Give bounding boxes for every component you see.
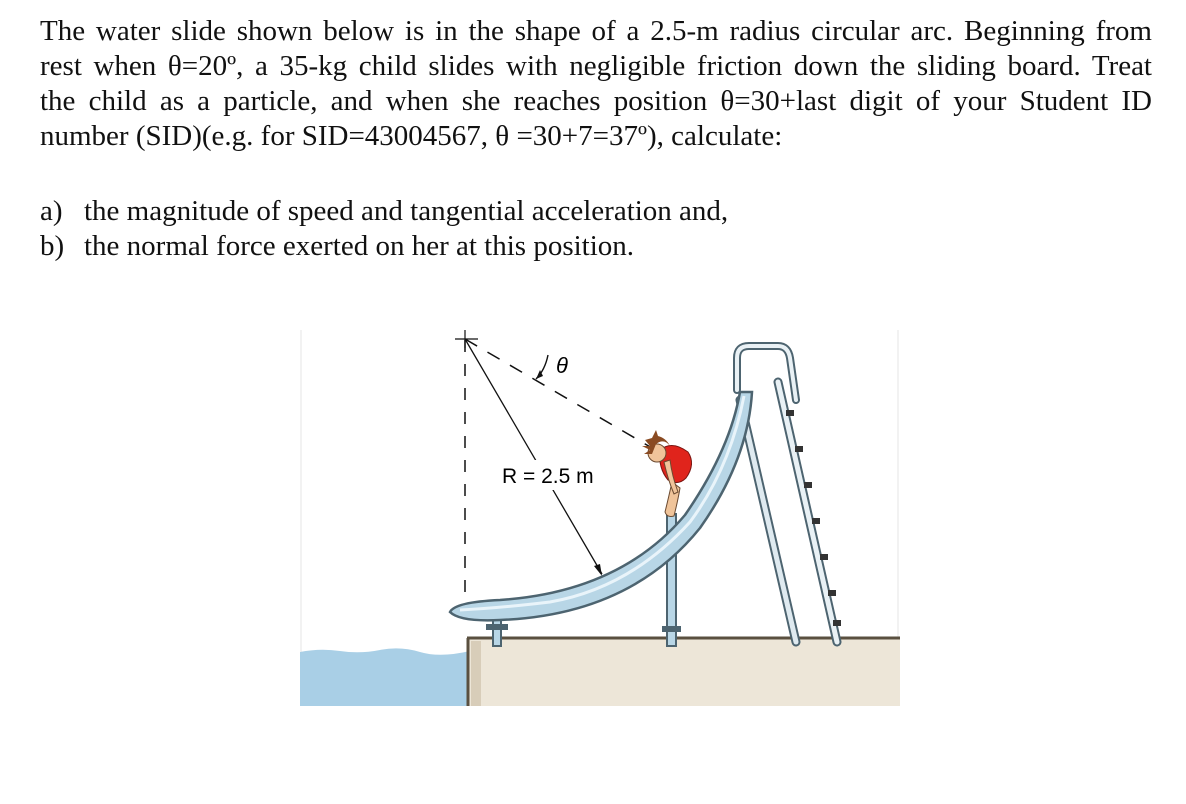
slide-support-front-clamp bbox=[486, 624, 508, 630]
part-a-text: the magnitude of speed and tangential acceleration and, bbox=[84, 195, 729, 227]
theta-label: θ bbox=[556, 353, 568, 378]
part-b-label: b) bbox=[40, 230, 65, 262]
water-slide-figure bbox=[300, 330, 900, 706]
pool-deck bbox=[467, 638, 900, 706]
problem-line-1: The water slide shown below is in the shape of a 2.5-m radius circular arc. Beginning from bbox=[40, 15, 1152, 47]
deck-shadow bbox=[471, 641, 481, 706]
problem-line-2: rest when θ=20º, a 35-kg child slides with negligible friction down the sliding board. Treat bbox=[40, 50, 1152, 82]
water-slide-diagram bbox=[300, 330, 900, 706]
radius-label: R = 2.5 m bbox=[502, 465, 594, 488]
question-parts bbox=[40, 194, 728, 264]
pool-water bbox=[300, 648, 470, 706]
part-b-text: the normal force exerted on her at this position. bbox=[84, 230, 635, 262]
problem-line-4: number (SID)(e.g. for SID=43004567, θ =30+7=37º), calculate: bbox=[40, 120, 783, 152]
slide-support-middle-clamp bbox=[662, 626, 681, 632]
child-figure bbox=[642, 430, 692, 517]
slide-support-front bbox=[493, 618, 501, 646]
radius-arrowhead bbox=[594, 564, 602, 576]
radius-line bbox=[465, 339, 602, 574]
part-a bbox=[40, 194, 728, 229]
problem-statement bbox=[40, 14, 1152, 154]
part-b bbox=[40, 229, 728, 264]
part-a-label: a) bbox=[40, 195, 63, 227]
problem-line-3: the child as a particle, and when she reaches position θ=30+last digit of your Student ID bbox=[40, 85, 1152, 117]
